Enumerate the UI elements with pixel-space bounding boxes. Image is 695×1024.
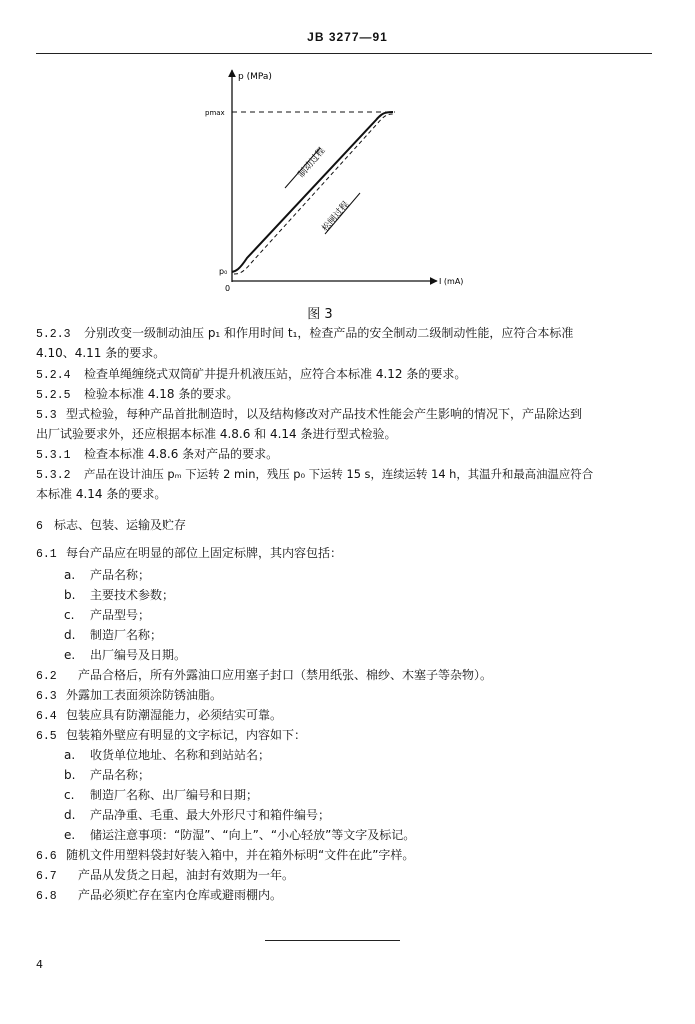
pmax-label: pmax — [205, 109, 225, 117]
clause-6-3: 6.3 外露加工表面须涂防锈油脂。 — [36, 688, 223, 703]
release-curve — [234, 114, 393, 274]
clause-5-3: 5.3 型式检验，每种产品首批制造时，以及结构修改对产品技术性能会产生影响的情况下，产品除达到 — [36, 407, 583, 422]
page-number: 4 — [36, 958, 43, 971]
clause-5-2-4: 5.2.4 检查单绳缠绕式双筒矿井提升机液压站，应符合本标准 4.12 条的要求。 — [36, 367, 467, 382]
section-6-title: 6 标志、包装、运输及贮存 — [36, 518, 187, 533]
origin-label: 0 — [225, 284, 231, 292]
brake-curve — [232, 112, 393, 272]
header-rule — [36, 53, 652, 54]
clause-6-2: 6.2 产品合格后，所有外露油口应用塞子封口（禁用纸张、棉纱、木塞子等杂物）。 — [36, 668, 493, 683]
x-axis-label: I (mA) — [439, 277, 464, 286]
clause-5-3-2: 5.3.2 产品在设计油压 pₘ 下运转 2 min，残压 p₀ 下运转 15 s，连续运转 14 h，其温升和最高油温应符合 — [36, 467, 594, 482]
clause-5-3-cont: 出厂试验要求外，还应根据本标准 4.8.6 和 4.14 条进行型式检验。 — [36, 427, 397, 441]
clause-6-7: 6.7 产品从发货之日起，油封有效期为一年。 — [36, 868, 295, 883]
clause-5-3-1: 5.3.1 检查本标准 4.8.6 条对产品的要求。 — [36, 447, 279, 462]
clause-6-8: 6.8 产品必须贮存在室内仓库或避雨棚内。 — [36, 888, 283, 903]
figure-3 — [205, 62, 485, 292]
clause-5-3-2-cont: 本标准 4.14 条的要求。 — [36, 487, 167, 501]
pressure-current-diagram — [205, 62, 485, 292]
brake-curve-label: 制动过程 — [296, 145, 328, 180]
clause-5-2-5: 5.2.5 检验本标准 4.18 条的要求。 — [36, 387, 239, 402]
end-rule — [265, 940, 400, 941]
release-curve-label: 松闸过程 — [320, 199, 352, 234]
y-axis-label: p (MPa) — [238, 72, 272, 82]
clause-5-2-3-cont: 4.10、4.11 条的要求。 — [36, 346, 166, 360]
figure-caption: 图 3 — [307, 307, 333, 322]
clause-6-1: 6.1 每台产品应在明显的部位上固定标牌，其内容包括： — [36, 546, 343, 561]
clause-6-6: 6.6 随机文件用塑料袋封好装入箱中，并在箱外标明“文件在此”字样。 — [36, 848, 415, 863]
clause-6-5: 6.5 包装箱外壁应有明显的文字标记，内容如下： — [36, 728, 307, 743]
document-header: JB 3277—91 — [307, 30, 388, 44]
clause-6-4: 6.4 包装应具有防潮湿能力，必须结实可靠。 — [36, 708, 283, 723]
p0-label: p₀ — [219, 267, 228, 276]
clause-5-2-3: 5.2.3 分别改变一级制动油压 p₁ 和作用时间 t₁，检查产品的安全制动二级制动性能，应符合本标准 — [36, 326, 574, 341]
